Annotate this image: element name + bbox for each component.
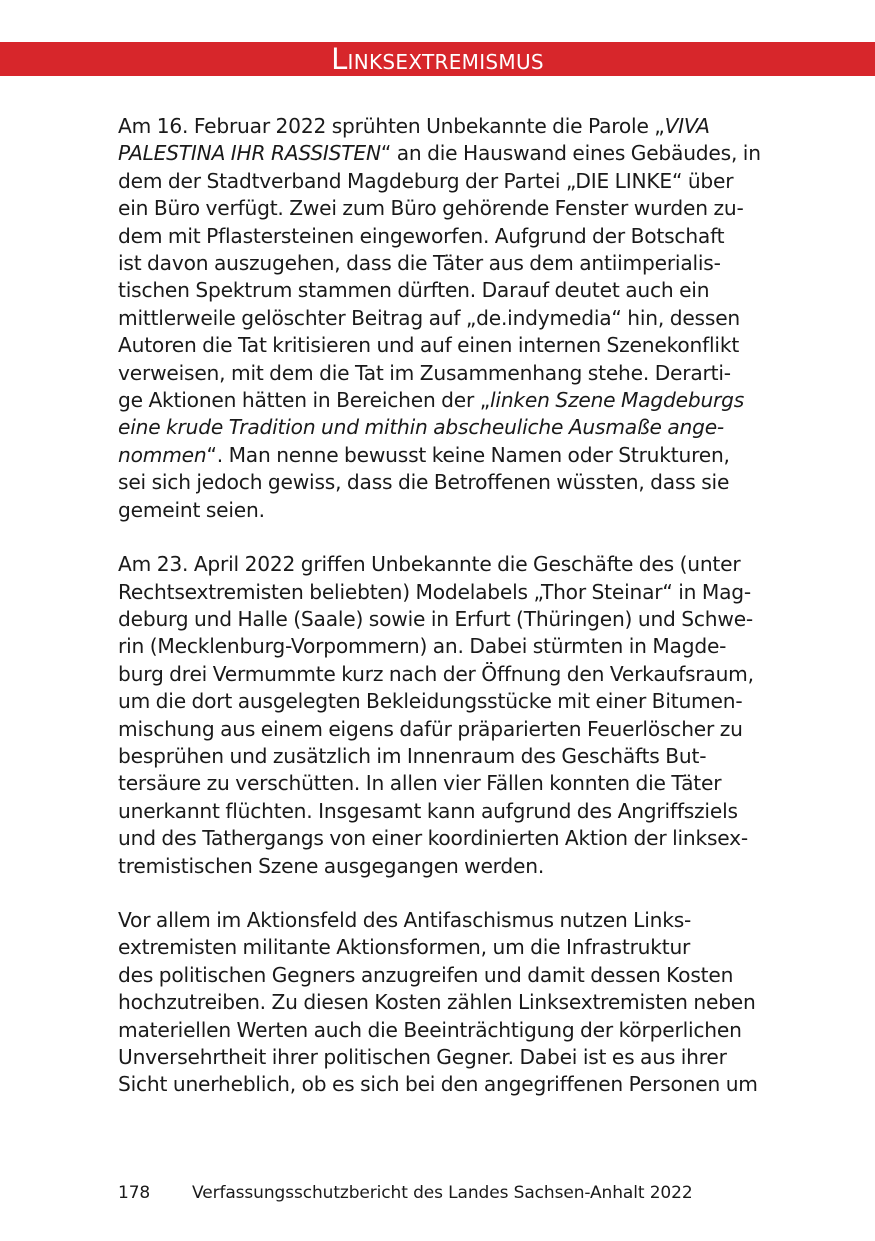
- text-line: tremistischen Szene ausgegangen werden.: [118, 853, 545, 878]
- section-title: Linksextremismus: [331, 42, 544, 76]
- text-line: eine krude Tradition und mithin abscheuliche Ausmaße ange-: [118, 415, 725, 440]
- text-line: PALESTINA IHR RASSISTEN“ an die Hauswand eines Gebäudes, in: [118, 141, 761, 166]
- text-line: dem mit Pflastersteinen eingeworfen. Aufgrund der Botschaft: [118, 223, 725, 248]
- text-line: extremisten militante Aktionsformen, um die Infrastruktur: [118, 935, 691, 960]
- text-line: Rechtsextremisten beliebten) Modelabels „Thor Steinar“ in Mag-: [118, 579, 751, 604]
- text-line: nommen“. Man nenne bewusst keine Namen oder Strukturen,: [118, 442, 730, 467]
- text-line: hochzutreiben. Zu diesen Kosten zählen Linksextremisten neben: [118, 990, 756, 1015]
- paragraph-1: [118, 113, 761, 524]
- text-line: Am 23. April 2022 griffen Unbekannte die Geschäfte des (unter: [118, 552, 741, 577]
- text-line: tersäure zu verschütten. In allen vier Fällen konnten die Täter: [118, 771, 722, 796]
- page-number: 178: [118, 1183, 151, 1203]
- text-line: verweisen, mit dem die Tat im Zusammenhang stehe. Derarti-: [118, 360, 731, 385]
- text-line: deburg und Halle (Saale) sowie in Erfurt (Thüringen) und Schwe-: [118, 606, 753, 631]
- paragraph-3: [118, 907, 758, 1099]
- text-line: unerkannt flüchten. Insgesamt kann aufgrund des Angriffsziels: [118, 798, 738, 823]
- text-line: Sicht unerheblich, ob es sich bei den angegriffenen Personen um: [118, 1072, 758, 1097]
- text-line: gemeint seien.: [118, 497, 265, 522]
- text-line: ist davon auszugehen, dass die Täter aus dem antiimperialis-: [118, 251, 721, 276]
- text-line: des politischen Gegners anzugreifen und damit dessen Kosten: [118, 962, 734, 987]
- text-line: sei sich jedoch gewiss, dass die Betroffenen wüssten, dass sie: [118, 470, 730, 495]
- paragraph-2: [118, 551, 758, 880]
- text-line: besprühen und zusätzlich im Innenraum des Geschäfts But-: [118, 743, 707, 768]
- text-line: Vor allem im Aktionsfeld des Antifaschismus nutzen Links-: [118, 907, 692, 932]
- text-line: Unversehrtheit ihrer politischen Gegner. Dabei ist es aus ihrer: [118, 1045, 727, 1069]
- text-line: rin (Mecklenburg-Vorpommern) an. Dabei stürmten in Magde-: [118, 634, 727, 659]
- text-line: materiellen Werten auch die Beeinträchtigung der körperlichen: [118, 1017, 742, 1042]
- section-banner: [0, 42, 875, 76]
- text-line: tischen Spektrum stammen dürften. Darauf deutet auch ein: [118, 278, 710, 303]
- text-line: mittlerweile gelöschter Beitrag auf „de.indymedia“ hin, dessen: [118, 305, 741, 330]
- body-text: [118, 113, 761, 1126]
- text-line: Autoren die Tat kritisieren und auf einen internen Szenekonflikt: [118, 333, 740, 358]
- text-line: um die dort ausgelegten Bekleidungsstücke mit einer Bitumen-: [118, 689, 743, 714]
- page-footer: [118, 1181, 693, 1205]
- text-line: ge Aktionen hätten in Bereichen der „linken Szene Magdeburgs: [118, 388, 745, 413]
- text-line: Am 16. Februar 2022 sprühten Unbekannte die Parole „VIVA: [118, 114, 710, 138]
- text-line: und des Tathergangs von einer koordinierten Aktion der linksex-: [118, 826, 748, 851]
- publication-title: Verfassungsschutzbericht des Landes Sachsen-Anhalt 2022: [192, 1183, 693, 1203]
- text-line: mischung aus einem eigens dafür präparierten Feuerlöscher zu: [118, 716, 743, 741]
- text-line: burg drei Vermummte kurz nach der Öffnung den Verkaufsraum,: [118, 661, 754, 686]
- text-line: ein Büro verfügt. Zwei zum Büro gehörende Fenster wurden zu-: [118, 196, 744, 221]
- text-line: dem der Stadtverband Magdeburg der Partei „DIE LINKE“ über: [118, 168, 734, 193]
